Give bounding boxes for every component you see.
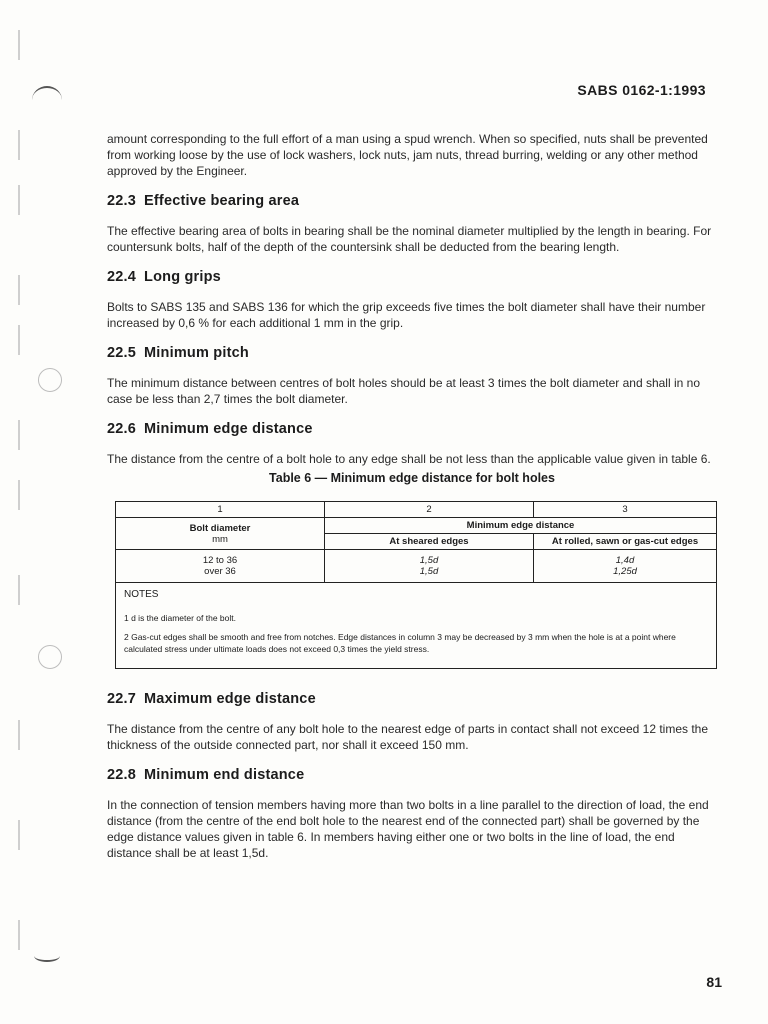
table-caption: Table 6 — Minimum edge distance for bolt holes	[269, 471, 555, 485]
table-header-row	[116, 518, 717, 534]
table-data-row	[116, 550, 717, 583]
column-number: 2	[325, 502, 534, 518]
margin-mark	[18, 275, 36, 305]
page-number: 81	[706, 974, 722, 990]
sheared-edges-cell	[325, 550, 534, 583]
bolt-diameter-header	[116, 518, 325, 550]
bolt-diameter-label: Bolt diameter	[189, 522, 251, 534]
table-cell-value: over 36	[204, 566, 236, 577]
section-title: Maximum edge distance	[144, 691, 316, 707]
section-number: 22.6	[107, 421, 137, 437]
section-text-22-7: The distance from the centre of any bolt hole to the nearest edge of parts in contact shall not exceed 12 times the thickness of the outside connected part, nor shall it exceed 150 mm.	[107, 722, 709, 752]
margin-mark	[18, 480, 36, 510]
section-heading-22-7	[107, 691, 717, 707]
section-title: Effective bearing area	[144, 193, 300, 209]
section-title: Minimum end distance	[144, 767, 305, 783]
table-column-numbers	[116, 502, 717, 518]
section-heading-22-4	[107, 269, 717, 285]
bolt-diameter-unit: mm	[212, 533, 228, 545]
section-heading-22-8	[107, 767, 717, 783]
section-number: 22.3	[107, 193, 137, 209]
binder-edge	[0, 0, 70, 1024]
margin-mark	[18, 575, 36, 605]
intro-paragraph: amount corresponding to the full effort of a man using a spud wrench. When so specified, nuts shall be prevented from working loose by the use of lock washers, lock nuts, jam nuts, thread burring, welding or any other method approved by the Engineer.	[107, 132, 708, 178]
margin-mark	[18, 420, 36, 450]
section-title: Minimum pitch	[144, 345, 249, 361]
rolled-edges-header: At rolled, sawn or gas-cut edges	[534, 534, 717, 550]
table-cell-value: 1,5d	[419, 566, 439, 577]
margin-mark	[18, 185, 36, 215]
minimum-edge-distance-header: Minimum edge distance	[325, 518, 717, 534]
punch-hole	[38, 368, 62, 392]
column-number: 3	[534, 502, 717, 518]
binder-curl	[32, 86, 62, 114]
sheared-edges-header: At sheared edges	[325, 534, 534, 550]
note-item: 1 d is the diameter of the bolt.	[124, 613, 236, 623]
table-notes-row	[116, 583, 717, 669]
table-notes	[116, 583, 717, 669]
note-item: 2 Gas-cut edges shall be smooth and free from notches. Edge distances in column 3 may be decreased by 3 mm when the hole is at a point where calculated stress under ultimate loads does not exceed 0,3 times the yield stress.	[124, 632, 676, 654]
section-number: 22.8	[107, 767, 137, 783]
margin-mark	[18, 130, 36, 160]
column-number: 1	[116, 502, 325, 518]
edge-distance-table	[115, 501, 717, 669]
table-cell-value: 1,5d	[419, 555, 439, 566]
document-reference: SABS 0162-1:1993	[577, 82, 706, 98]
margin-mark	[18, 325, 36, 355]
section-text-22-8: In the connection of tension members having more than two bolts in a line parallel to the direction of load, the end distance (from the centre of the end bolt hole to the nearest end of the connected part) shall be governed by the edge distance values given in table 6. In members having either one or two bolts in the line of load, the end distance shall be at least 1,5d.	[107, 798, 709, 860]
bolt-diameter-cell	[116, 550, 325, 583]
punch-hole	[38, 645, 62, 669]
section-number: 22.7	[107, 691, 137, 707]
page-content	[107, 131, 717, 871]
margin-mark	[18, 920, 36, 950]
table-cell-value: 1,4d	[615, 555, 635, 566]
table-cell-value: 1,25d	[613, 566, 637, 577]
section-text-22-5: The minimum distance between centres of bolt holes should be at least 3 times the bolt diameter and shall in no case be less than 2,7 times the bolt diameter.	[107, 376, 700, 406]
section-text-22-4: Bolts to SABS 135 and SABS 136 for which the grip exceeds five times the bolt diameter shall have their number increased by 0,6 % for each additional 1 mm in the grip.	[107, 300, 706, 330]
margin-mark	[18, 30, 36, 60]
binder-hook	[34, 950, 60, 962]
rolled-edges-cell	[534, 550, 717, 583]
section-title: Minimum edge distance	[144, 421, 313, 437]
section-text-22-3: The effective bearing area of bolts in bearing shall be the nominal diameter multiplied by the length in bearing. For countersunk bolts, half of the depth of the countersink shall be deducted from the bearing length.	[107, 224, 712, 254]
section-text-22-6: The distance from the centre of a bolt hole to any edge shall be not less than the applicable value given in table 6.	[107, 452, 711, 466]
margin-mark	[18, 720, 36, 750]
section-number: 22.5	[107, 345, 137, 361]
section-heading-22-3	[107, 193, 717, 209]
section-heading-22-6	[107, 421, 717, 437]
table-cell-value: 12 to 36	[202, 555, 238, 566]
section-number: 22.4	[107, 269, 137, 285]
section-title: Long grips	[144, 269, 221, 285]
margin-mark	[18, 820, 36, 850]
section-heading-22-5	[107, 345, 717, 361]
notes-title: NOTES	[124, 589, 159, 600]
